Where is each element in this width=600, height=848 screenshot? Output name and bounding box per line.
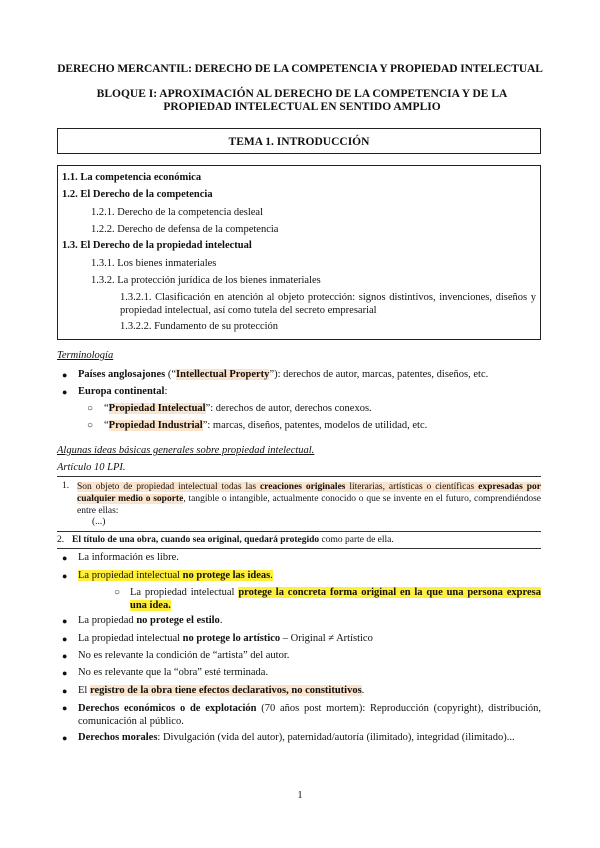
- bullet-icon: ●: [62, 668, 68, 678]
- toc-subitem: 1.3.1. Los bienes inmateriales: [91, 258, 217, 269]
- toc-subsubitem: 1.3.2.1. Clasificación en atención al objeto protección: signos distintivos, invenciones, diseños y propiedad intelectual, así como tutela del secreto empresarial: [120, 292, 536, 316]
- list-item: Derechos morales: Divulgación (vida del autor), paternidad/autoría (ilimitado), integridad (ilimitado)...: [78, 732, 515, 743]
- topic-title-box: TEMA 1. INTRODUCCIÓN: [57, 128, 541, 154]
- list-subitem: “Propiedad Intelectual”: derechos de autor, derechos conexos.: [104, 403, 372, 414]
- toc-subitem: 1.3.2. La protección jurídica de los bienes inmateriales: [91, 275, 321, 286]
- terminology-label: Terminología: [57, 350, 114, 361]
- toc-subitem: 1.2.1. Derecho de la competencia desleal: [91, 207, 264, 218]
- list-item: La propiedad intelectual no protege lo artístico – Original ≠ Artístico: [78, 633, 373, 644]
- bullet-icon: ●: [62, 703, 68, 713]
- bullet-icon: ●: [62, 651, 68, 661]
- article-paragraph: El título de una obra, cuando sea original, quedará protegido como parte de ella.: [72, 535, 394, 545]
- list-subitem: “Propiedad Industrial”: marcas, diseños, patentes, modelos de utilidad, etc.: [104, 420, 428, 431]
- toc-item: 1.3. El Derecho de la propiedad intelectual: [62, 240, 252, 251]
- list-item: Países anglosajones (“Intellectual Property”): derechos de autor, marcas, patentes, diseños, etc.: [78, 369, 489, 380]
- table-of-contents: [57, 165, 541, 340]
- circle-bullet-icon: ○: [87, 403, 94, 414]
- numbered-marker: 2.: [57, 535, 65, 545]
- toc-subsubitem: 1.3.2.2. Fundamento de su protección: [120, 321, 279, 332]
- divider: [57, 476, 541, 477]
- list-subitem: La propiedad intelectual protege la concreta forma original en la que una persona expresa una idea.: [130, 587, 541, 611]
- block-title: BLOQUE I: APROXIMACIÓN AL DERECHO DE LA COMPETENCIA Y DE LA PROPIEDAD INTELECTUAL EN SENTIDO AMPLIO: [96, 88, 508, 113]
- bullet-icon: ●: [62, 733, 68, 743]
- list-item: La propiedad intelectual no protege las ideas.: [78, 570, 273, 581]
- ellipsis-text: (...): [92, 517, 106, 527]
- circle-bullet-icon: ○: [87, 420, 94, 431]
- toc-item: 1.1. La competencia económica: [62, 172, 202, 183]
- divider: [57, 531, 541, 532]
- list-item: La información es libre.: [78, 552, 179, 563]
- bullet-icon: ●: [62, 370, 68, 380]
- list-item: Europa continental:: [78, 386, 168, 397]
- list-item: El registro de la obra tiene efectos declarativos, no constitutivos.: [78, 685, 365, 696]
- toc-item: 1.2. El Derecho de la competencia: [62, 189, 213, 200]
- page-number: 1: [297, 790, 303, 801]
- list-item: No es relevante la condición de “artista” del autor.: [78, 650, 290, 661]
- divider: [57, 548, 541, 549]
- ideas-label: Algunas ideas básicas generales sobre propiedad intelectual.: [57, 445, 315, 456]
- list-item: La propiedad no protege el estilo.: [78, 615, 223, 626]
- bullet-icon: ●: [62, 571, 68, 581]
- list-item: No es relevante que la “obra” esté terminada.: [78, 667, 269, 678]
- document-title: DERECHO MERCANTIL: DERECHO DE LA COMPETENCIA Y PROPIEDAD INTELECTUAL: [57, 63, 543, 75]
- article-paragraph: Son objeto de propiedad intelectual todas las creaciones originales literarias, artísticas o científicas expresadas por cualquier medio o soporte, tangible o intangible, actualmente conocido o que se invente en el futuro, comprendiéndose entre ellas:: [77, 482, 541, 516]
- bullet-icon: ●: [62, 616, 68, 626]
- list-item: Derechos económicos o de explotación (70 años post mortem): Reproducción (copyright), distribución, comunicación al público.: [78, 703, 541, 727]
- bullet-icon: ●: [62, 553, 68, 563]
- article-label: Artículo 10 LPI.: [57, 462, 126, 473]
- circle-bullet-icon: ○: [114, 587, 121, 598]
- bullet-icon: ●: [62, 634, 68, 644]
- bullet-icon: ●: [62, 387, 68, 397]
- toc-subitem: 1.2.2. Derecho de defensa de la competencia: [91, 224, 279, 235]
- numbered-marker: 1.: [62, 481, 70, 491]
- bullet-icon: ●: [62, 686, 68, 696]
